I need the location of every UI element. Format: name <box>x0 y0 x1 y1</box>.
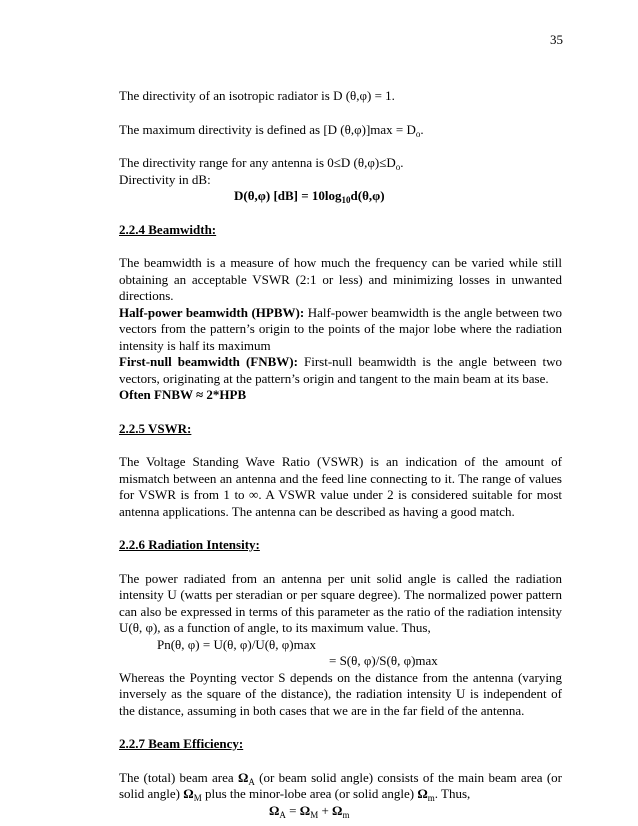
max-directivity-line: The maximum directivity is defined as [D $(\theta,\varphi)]\max = D_o$. <box>119 121 424 139</box>
section-heading-radiation-intensity: 2.2.6 Radiation Intensity: <box>119 537 260 552</box>
beam-area-equation: $\Omega_A = \Omega_M + \Omega_m$ <box>269 802 350 820</box>
directivity-range-line: The directivity range for any antenna is 0≤D $(\theta,\varphi)\le D_o$. <box>119 155 404 172</box>
poynting-ratio-formula: = S(θ, φ)/S(θ, φ)max <box>329 653 438 668</box>
hpbw-definition: Half-power beamwidth (HPBW): Half-power beamwidth is the angle between two vectors from the pattern’s origin to the points of the major lobe where the radiation intensity is half its maximum <box>119 304 562 353</box>
hpbw-term: Half-power beamwidth (HPBW): <box>119 304 305 320</box>
isotropic-directivity-line: The directivity of an isotropic radiator is D (θ,φ) = 1. <box>119 88 395 103</box>
beamwidth-intro: The beamwidth is a measure of how much the frequency can be varied while still obtaining an acceptable VSWR (2:1 or less) and minimizing losses in unwanted directions. <box>119 255 562 303</box>
vswr-paragraph: The Voltage Standing Wave Ratio (VSWR) is an indication of the amount of mismatch between an antenna and the feed line connecting to it. The range of values for VSWR is from 1 to ∞. A VSWR value under 2 is considered suitable for most antenna applications. The antenna can be described as having a good match. <box>119 454 562 519</box>
beam-area-paragraph: The (total) beam area $\Omega_A$ (or beam solid angle) consists of the main beam area (or solid angle) $\Omega_M$ plus the minor-lobe area (or solid angle) $\Omega_m$. Thus, <box>119 769 563 803</box>
poynting-paragraph: Whereas the Poynting vector S depends on the distance from the antenna (varying inversely as the square of the distance), the radiation intensity U is independent of the distance, assuming in both cases that we are in the far field of the antenna. <box>119 669 562 718</box>
radiation-intensity-paragraph: The power radiated from an antenna per unit solid angle is called the radiation intensity U (watts per steradian or per square degree). The normalized power pattern can also be expressed in terms of this parameter as the ratio of the radiation intensity U(θ, φ), as a function of angle, to its maximum value. Thus, <box>119 570 562 635</box>
section-heading-vswr: 2.2.5 VSWR: <box>119 420 192 436</box>
directivity-db-label: Directivity in dB: <box>119 171 211 187</box>
normalized-pattern-formula: Pn(θ, φ) = U(θ, φ)/U(θ, φ)max <box>157 636 316 652</box>
section-heading-beam-efficiency: 2.2.7 Beam Efficiency: <box>119 736 244 751</box>
fnbw-definition: First-null beamwidth (FNBW): First-null beamwidth is the angle between two vectors, originating at the pattern’s origin and tangent to the main beam at its base. <box>119 354 562 386</box>
section-heading-beamwidth: 2.2.4 Beamwidth: <box>119 221 217 237</box>
fnbw-term: First-null beamwidth (FNBW): <box>119 354 298 369</box>
directivity-db-formula: D(θ,φ) $[dB] = 10\log_{10}d(\theta,\varphi)$ <box>234 188 385 205</box>
page-number: 35 <box>550 32 563 47</box>
fnbw-hpbw-relation: Often FNBW ≈ 2*HPB <box>119 387 247 402</box>
page-content <box>119 88 562 819</box>
